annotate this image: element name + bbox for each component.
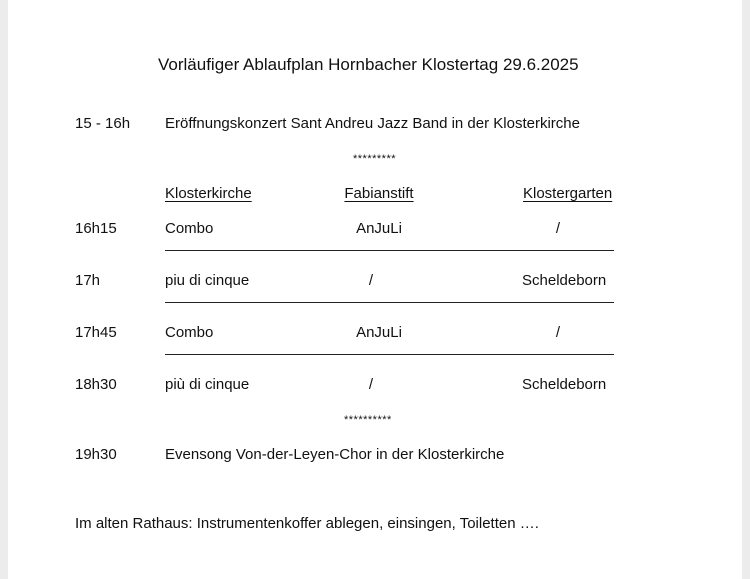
opening-text: Eröffnungskonzert Sant Andreu Jazz Band in der Klosterkirche [165,115,580,132]
row-1-time: 16h15 [75,220,117,237]
closing-time: 19h30 [75,446,117,463]
column-header-klosterkirche: Klosterkirche [165,185,252,202]
row-divider [165,302,614,303]
row-4-klostergarten: Scheldeborn [522,376,607,393]
column-header-fabianstift: Fabianstift [344,185,414,202]
row-4-fabianstift: / [368,376,374,393]
row-1-fabianstift: AnJuLi [356,220,402,237]
row-2-klostergarten: Scheldeborn [522,272,607,289]
page-title: Vorläufiger Ablaufplan Hornbacher Klostertag 29.6.2025 [158,55,579,74]
row-2-fabianstift: / [368,272,374,289]
row-4-klosterkirche: più di cinque [165,376,250,393]
opening-time: 15 - 16h [75,115,131,132]
row-3-klosterkirche: Combo [165,324,214,341]
document-page [8,0,742,579]
row-3-fabianstift: AnJuLi [356,324,402,341]
row-2-time: 17h [75,272,101,289]
row-2-klosterkirche: piu di cinque [165,272,250,289]
separator-top: ********* [353,153,397,165]
row-3-time: 17h45 [75,324,117,341]
row-3-klostergarten: / [555,324,561,341]
row-1-klostergarten: / [555,220,561,237]
row-divider [165,250,614,251]
closing-text: Evensong Von-der-Leyen-Chor in der Klosterkirche [165,446,505,463]
row-4-time: 18h30 [75,376,117,393]
column-header-klostergarten: Klostergarten [523,185,613,202]
row-1-klosterkirche: Combo [165,220,214,237]
footer-note: Im alten Rathaus: Instrumentenkoffer ablegen, einsingen, Toiletten …. [75,515,539,532]
row-divider [165,354,614,355]
separator-bottom: ********** [344,414,392,426]
